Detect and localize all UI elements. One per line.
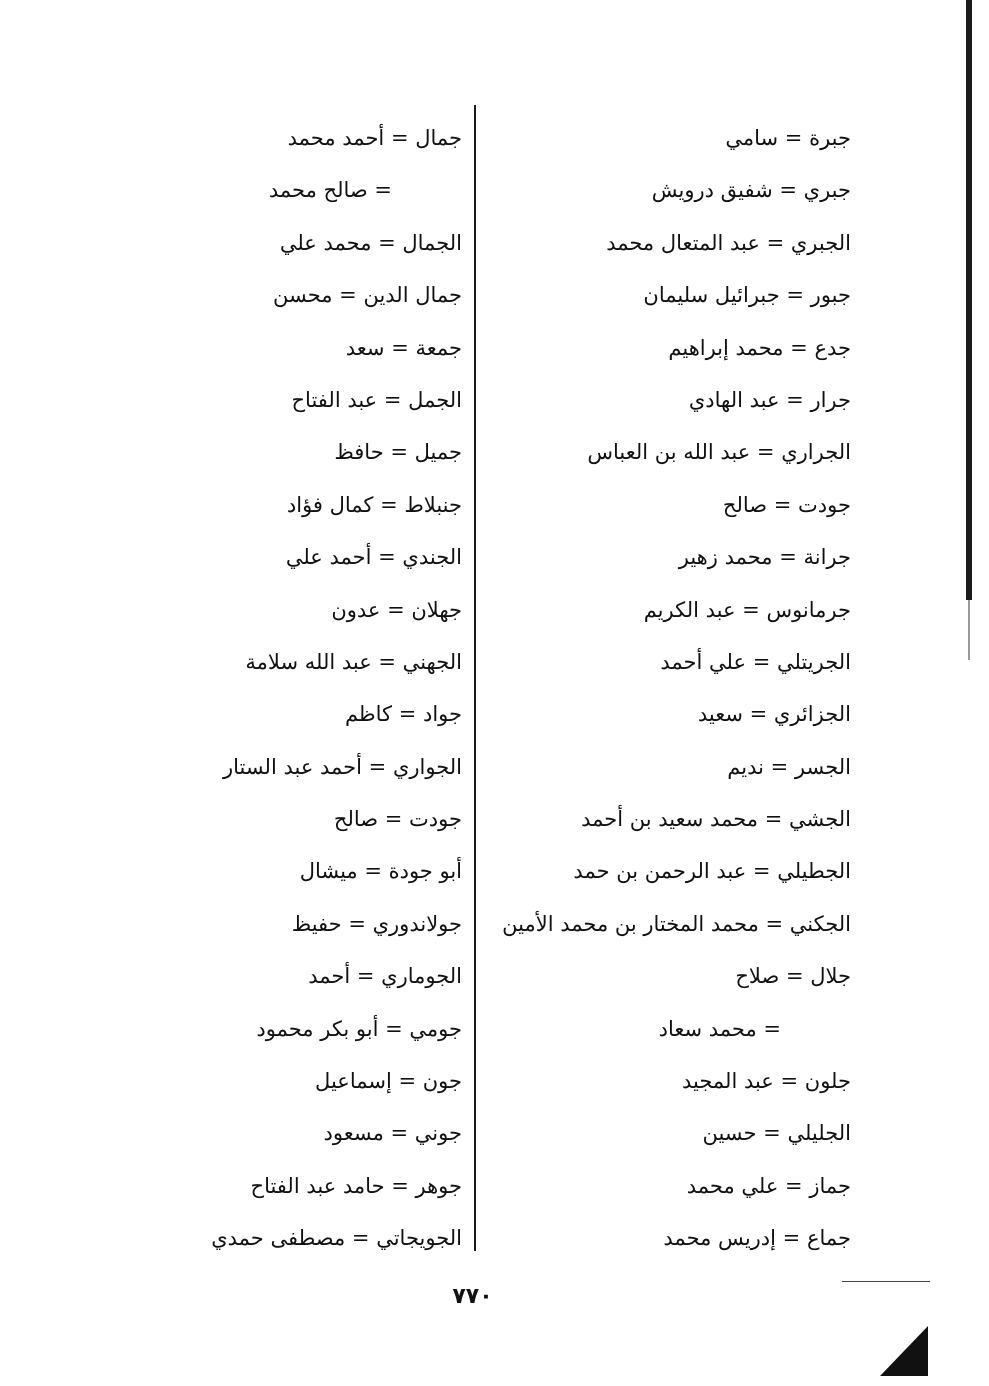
index-entry: جهلان = عدون (331, 597, 462, 622)
index-entry: جمعة = سعد (345, 335, 462, 360)
index-entry: جدع = محمد إبراهيم (668, 335, 851, 360)
index-entry: الجندي = أحمد علي (285, 545, 462, 570)
index-entry: الجبري = عبد المتعال محمد (606, 230, 851, 255)
index-entry: جمال الدين = محسن (272, 283, 462, 308)
page-number: ٧٧٠ (452, 1284, 493, 1309)
index-entry: جوني = مسعود (323, 1121, 462, 1146)
index-entry: جودت = صالح (333, 807, 462, 832)
index-entry: الجوماري = أحمد (308, 964, 462, 989)
index-entry: جولاندوري = حفيظ (291, 911, 462, 936)
index-entry: جومي = أبو بكر محمود (256, 1016, 462, 1041)
index-entry: الجويجاتي = مصطفى حمدي (211, 1226, 462, 1251)
index-entry: الجزائري = سعيد (697, 702, 851, 727)
index-entry: جرار = عبد الهادي (688, 387, 851, 412)
index-entry: جمال = أحمد محمد (287, 126, 462, 150)
index-entry: جماع = إدريس محمد (663, 1226, 851, 1251)
index-entry: أبو جودة = ميشال (299, 859, 462, 884)
index-entry: جلال = صلاح (735, 964, 851, 989)
page-edge-mark-faint (968, 600, 970, 660)
index-entry: الجطيلي = عبد الرحمن بن حمد (573, 859, 851, 884)
index-entry: جرمانوس = عبد الكريم (643, 597, 851, 622)
index-entry: جبري = شفيق درويش (651, 178, 851, 203)
index-entry: الجشي = محمد سعيد بن أحمد (581, 807, 851, 832)
page-edge-mark (966, 0, 972, 600)
column-divider (474, 105, 476, 1251)
index-column-left (142, 112, 462, 1265)
index-entry: الجليلي = حسين (702, 1121, 851, 1146)
index-entry: الجمل = عبد الفتاح (291, 387, 462, 412)
index-entry: الجهني = عبد الله سلامة (245, 649, 462, 674)
index-entry: جنبلاط = كمال فؤاد (286, 492, 462, 517)
index-entry: جلون = عبد المجيد (681, 1069, 851, 1094)
index-entry: جبرة = سامي (725, 126, 851, 150)
index-entry: = صالح محمد (268, 178, 392, 203)
index-entry: = محمد سعاد (658, 1016, 781, 1041)
index-entry: جبور = جبرائيل سليمان (643, 283, 851, 308)
index-entry: جوهر = حامد عبد الفتاح (250, 1173, 462, 1198)
index-entry: جودت = صالح (722, 492, 851, 517)
index-entry: الجكني = محمد المختار بن محمد الأمين (502, 911, 851, 936)
index-entry: جماز = علي محمد (686, 1173, 851, 1198)
index-entry: جون = إسماعيل (315, 1069, 462, 1094)
index-entry: جميل = حافظ (334, 440, 462, 465)
corner-triangle-mark (880, 1326, 928, 1376)
index-entry: الجمال = محمد علي (279, 230, 462, 255)
index-entry: الجواري = أحمد عبد الستار (222, 754, 462, 779)
index-entry: الجسر = نديم (727, 754, 851, 779)
corner-rule (842, 1281, 930, 1282)
index-column-right (491, 112, 851, 1265)
index-entry: جرانة = محمد زهير (678, 545, 851, 570)
index-entry: الجريتلي = علي أحمد (660, 649, 851, 674)
index-entry: الجراري = عبد الله بن العباس (587, 440, 851, 465)
index-entry: جواد = كاظم (344, 702, 462, 727)
